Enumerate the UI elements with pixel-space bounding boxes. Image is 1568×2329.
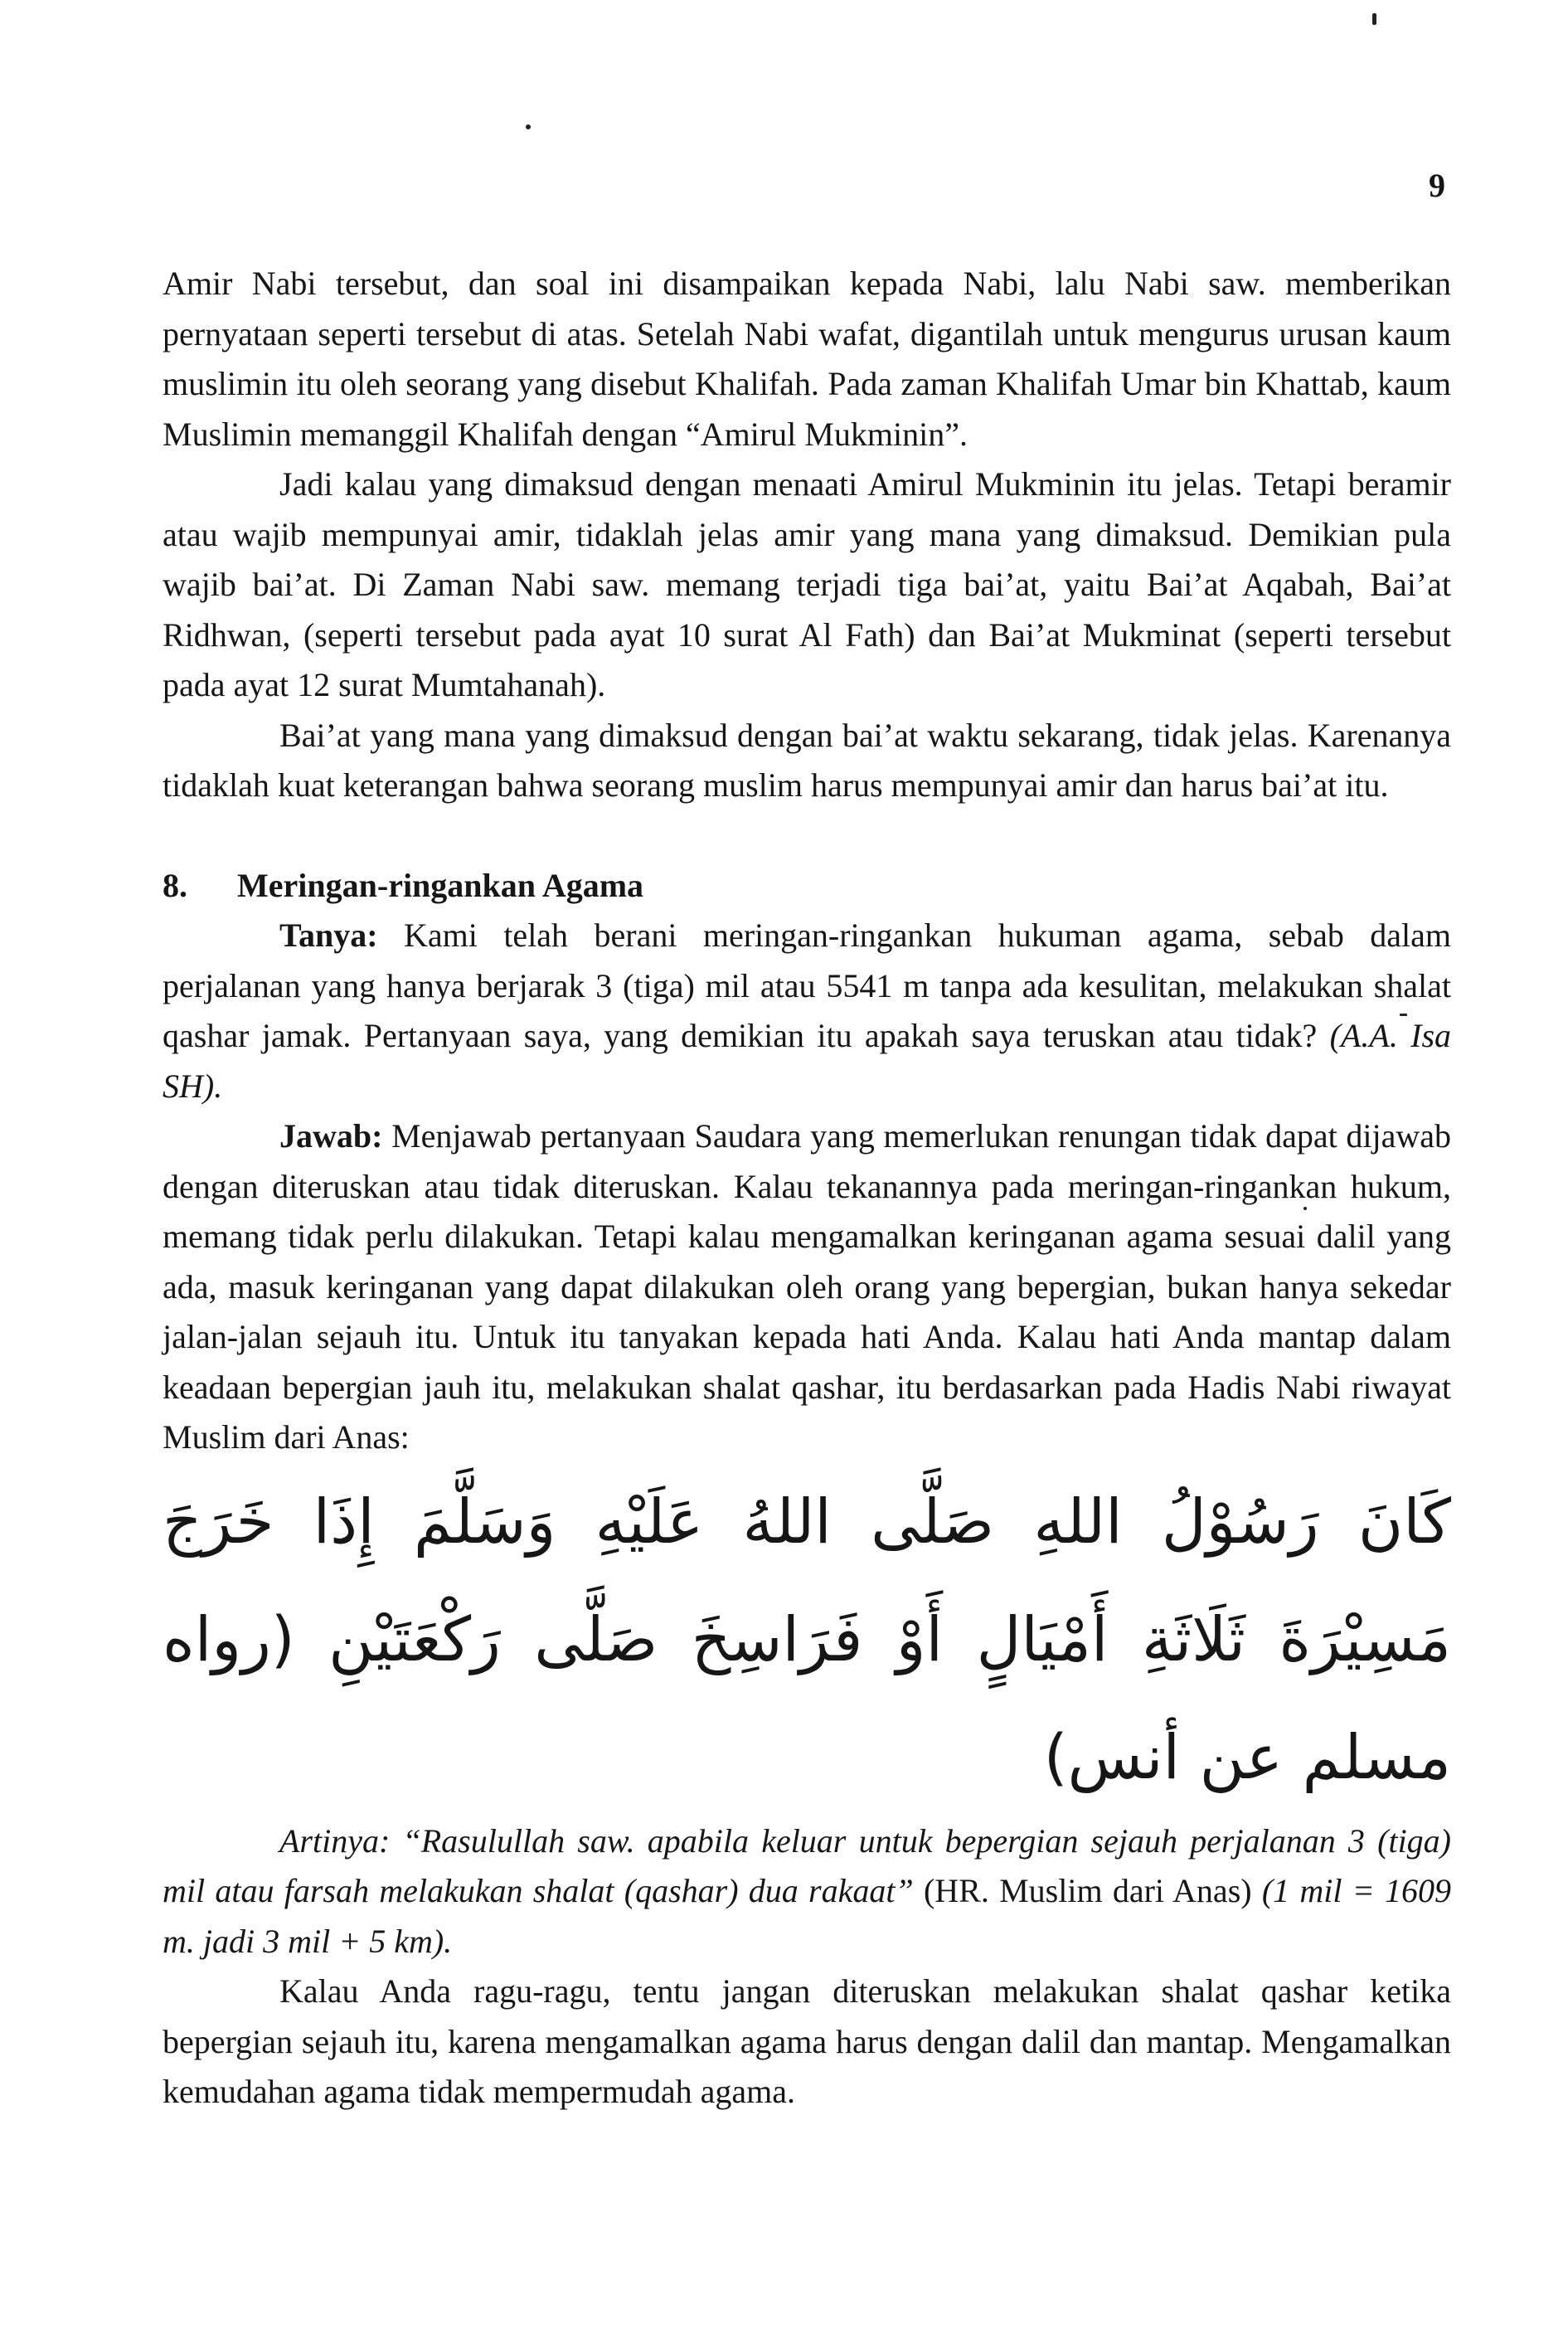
paragraph: Bai’at yang mana yang dimaksud dengan bai’at waktu sekarang, tidak jelas. Karenanya tidaklah kuat keterangan bahwa seorang muslim harus mempunyai amir dan harus bai’at itu. <box>163 716 1451 804</box>
answer-paragraph <box>163 1111 1451 1463</box>
translation-ref: (HR. Muslim dari Anas) <box>923 1872 1252 1909</box>
page-number: 9 <box>1429 167 1445 204</box>
page-body <box>163 259 1451 2117</box>
hadith-translation <box>163 1816 1451 1967</box>
translation-text: Artinya: “Rasulullah saw. apabila keluar untuk bepergian sejauh perjalanan 3 (tiga) mil atau farsah melakukan shalat (qashar) dua rakaat” <box>163 1821 1451 1909</box>
answer-label: Jawab: <box>279 1117 383 1155</box>
hadith-arabic: كَانَ رَسُوْلُ اللهِ صَلَّى اللهُ عَلَيْهِ وَسَلَّمَ إِذَا خَرَجَ مَسِيْرَةَ ثَلَاثَةِ أَمْيَالٍ أَوْ فَرَاسِخَ صَلَّى رَكْعَتَيْنِ (رواه مسلم عن أنس) <box>163 1485 1451 1793</box>
translation-note: (1 mil = 1609 m. jadi 3 mil + 5 km). <box>163 1872 1451 1960</box>
scan-speck <box>526 124 531 129</box>
section-heading <box>163 861 1451 912</box>
question-author: (A.A. Isa SH). <box>163 1017 1452 1105</box>
answer-text: Menjawab pertanyaan Saudara yang memerlukan renungan tidak dapat dijawab dengan diteruskan atau tidak diteruskan. Kalau tekanannya pada meringan-ringankan hukum, memang tidak perlu dilakukan. Tetapi kalau mengamalkan keringanan agama sesuai dalil yang ada, masuk keringanan yang dapat dilakukan oleh orang yang bepergian, bukan hanya sekedar jalan-jalan sejauh itu. Untuk itu tanyakan kepada hati Anda. Kalau hati Anda mantap dalam keadaan bepergian jauh itu, melakukan shalat qashar, itu berdasarkan pada Hadis Nabi riwayat Muslim dari Anas: <box>163 1117 1451 1456</box>
closing-paragraph: Kalau Anda ragu-ragu, tentu jangan diteruskan melakukan shalat qashar ketika bepergian sejauh itu, karena mengamalkan agama harus dengan dalil dan mantap. Mengamalkan kemudahan agama tidak mempermudah agama. <box>163 1972 1451 2110</box>
section-title: Meringan-ringankan Agama <box>237 866 644 904</box>
scan-speck <box>1372 13 1376 25</box>
section-number: 8. <box>163 866 187 904</box>
question-label: Tanya: <box>279 917 378 954</box>
question-text: Kami telah berani meringan-ringankan hukuman agama, sebab dalam perjalanan yang hanya berjarak 3 (tiga) mil atau 5541 m tanpa ada kesulitan, melakukan shalat qashar jamak. Pertanyaan saya, yang demikian itu apakah saya teruskan atau tidak? <box>163 917 1451 1054</box>
paragraph: Amir Nabi tersebut, dan soal ini disampaikan kepada Nabi, lalu Nabi saw. memberikan pernyataan seperti tersebut di atas. Setelah Nabi wafat, digantilah untuk mengurus urusan kaum muslimin itu oleh seorang yang disebut Khalifah. Pada zaman Khalifah Umar bin Khattab, kaum Muslimin memanggil Khalifah dengan “Amirul Mukminin”. <box>163 265 1451 453</box>
paragraph: Jadi kalau yang dimaksud dengan menaati Amirul Mukminin itu jelas. Tetapi beramir atau wajib mempunyai amir, tidaklah jelas amir yang mana yang dimaksud. Demikian pula wajib bai’at. Di Zaman Nabi saw. memang terjadi tiga bai’at, yaitu Bai’at Aqabah, Bai’at Ridhwan, (seperti tersebut pada ayat 10 surat Al Fath) dan Bai’at Mukminat (seperti tersebut pada ayat 12 surat Mumtahanah). <box>163 465 1451 703</box>
question-paragraph <box>163 911 1451 1111</box>
